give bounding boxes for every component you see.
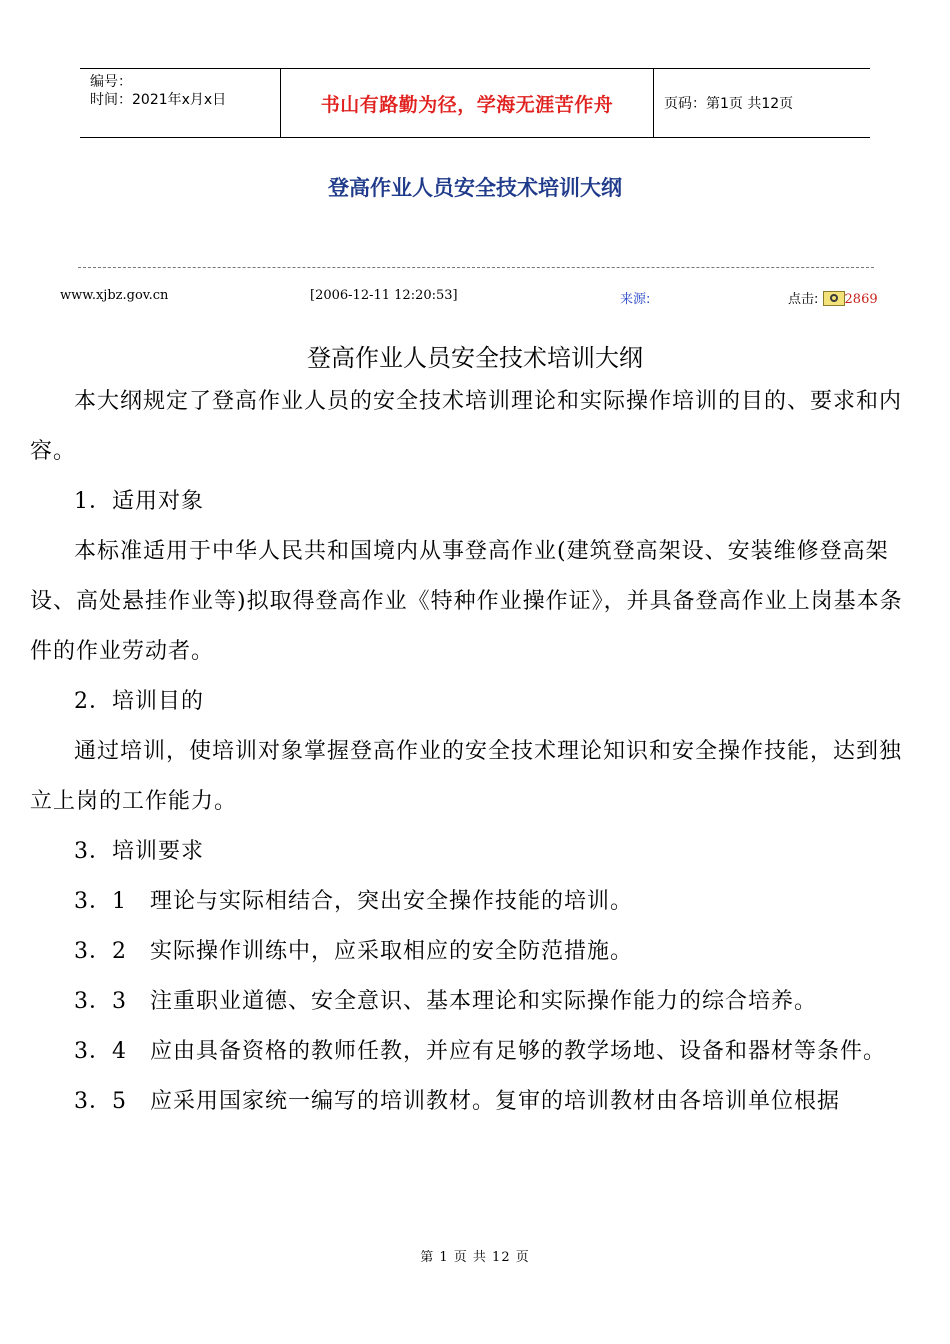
paragraph: 通过培训，使培训对象掌握登高作业的安全技术理论知识和安全操作技能，达到独立上岗的工作能力。 xyxy=(30,739,903,814)
document-title: 登高作业人员安全技术培训大纲 xyxy=(328,176,622,200)
number-label: 编号： xyxy=(90,74,132,90)
page-footer: 第 1 页 共 12 页 xyxy=(420,1250,530,1265)
list-item: 3．3 注重职业道德、安全意识、基本理论和实际操作能力的综合培养。 xyxy=(74,989,817,1014)
paragraph: 本标准适用于中华人民共和国境内从事登高作业(建筑登高架设、安装维修登高架设、高处悬挂作业等)拟取得登高作业《特种作业操作证》，并具备登高作业上岗基本条件的作业劳动者。 xyxy=(30,539,903,664)
clicks-label: 点击: xyxy=(788,292,819,307)
click-counter-icon xyxy=(823,291,845,306)
paragraph: 本大纲规定了登高作业人员的安全技术培训理论和实际操作培训的目的、要求和内容。 xyxy=(30,389,903,464)
page-info: 页码：第1页 共12页 xyxy=(664,96,794,112)
header-page-cell xyxy=(654,69,870,137)
motto-text: 书山有路勤为径，学海无涯苦作舟 xyxy=(320,93,614,116)
publish-time: [2006-12-11 12:20:53] xyxy=(310,288,458,303)
dashed-divider xyxy=(78,267,874,268)
section-heading: 3．培训要求 xyxy=(74,839,204,864)
section-heading: 1．适用对象 xyxy=(74,489,204,514)
source-label: 来源: xyxy=(620,292,651,307)
list-item: 3．5 应采用国家统一编写的培训教材。复审的培训教材由各培训单位根据 xyxy=(74,1089,840,1114)
article-body xyxy=(30,377,920,1127)
list-item: 3．4 应由具备资格的教师任教，并应有足够的教学场地、设备和器材等条件。 xyxy=(74,1039,886,1064)
header-left-cell xyxy=(80,69,281,137)
date-label: 时间：2021年x月x日 xyxy=(90,92,227,108)
site-url[interactable]: www.xjbz.gov.cn xyxy=(60,288,169,303)
click-count xyxy=(788,288,878,307)
section-heading: 2．培训目的 xyxy=(74,689,204,714)
article-title: 登高作业人员安全技术培训大纲 xyxy=(307,344,643,372)
list-item: 3．2 实际操作训练中，应采取相应的安全防范措施。 xyxy=(74,939,633,964)
header-table xyxy=(80,68,870,138)
header-motto-cell xyxy=(281,69,654,137)
list-item: 3．1 理论与实际相结合，突出安全操作技能的培训。 xyxy=(74,889,633,914)
clicks-value: 2869 xyxy=(844,292,878,307)
